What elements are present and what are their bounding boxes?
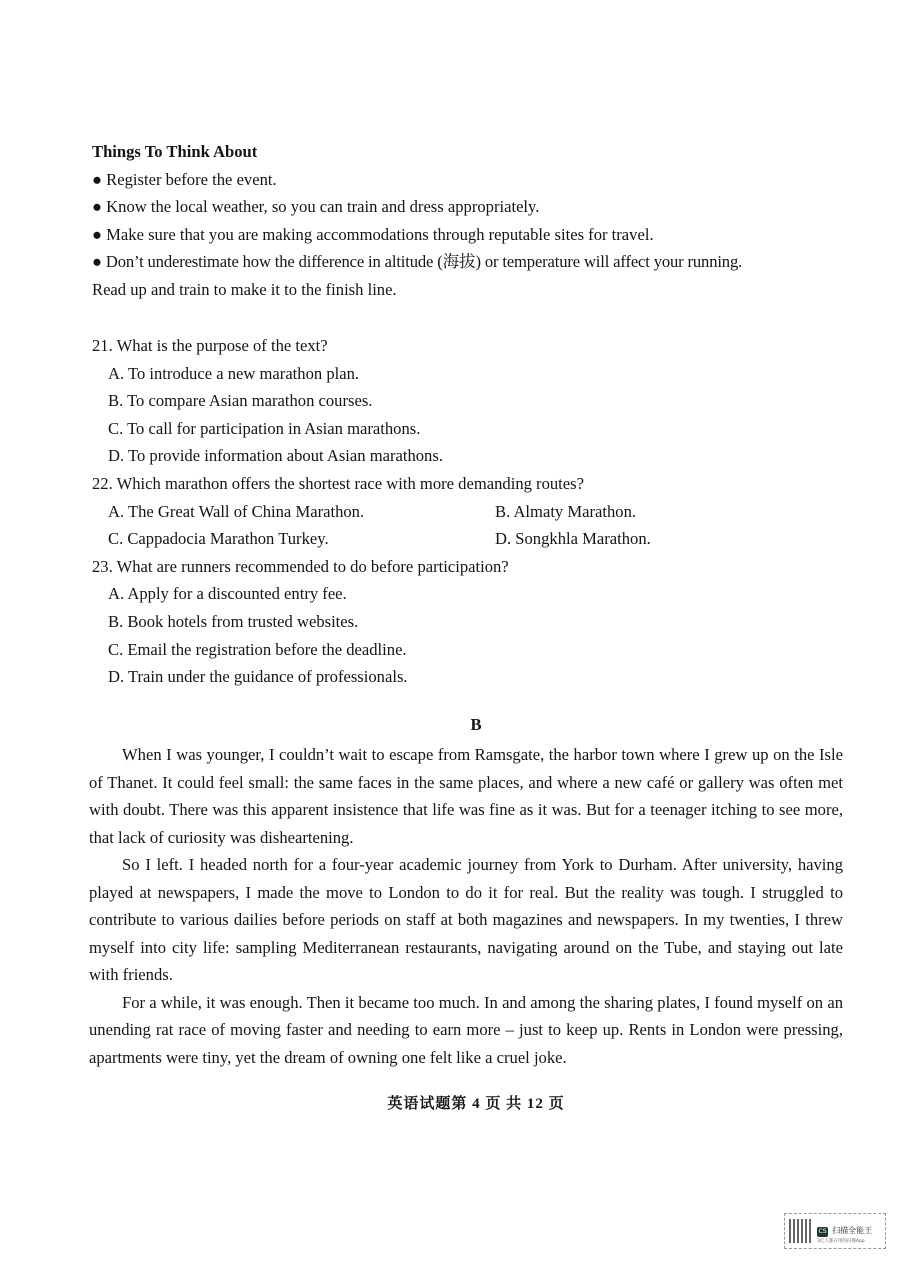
scanner-watermark bbox=[784, 1213, 886, 1249]
tip-item: ● Know the local weather, so you can train and dress appropriately. bbox=[92, 197, 540, 217]
section-b-passage bbox=[89, 741, 843, 1071]
qr-code-icon bbox=[789, 1219, 813, 1243]
question-22-options-row bbox=[92, 498, 844, 526]
question-23-option-b: B. Book hotels from trusted websites. bbox=[108, 611, 359, 631]
question-22-option-b: B. Almaty Marathon. bbox=[495, 501, 637, 521]
question-22-option-c: C. Cappadocia Marathon Turkey. bbox=[108, 529, 329, 549]
page-footer: 英语试题第 4 页 共 12 页 bbox=[387, 1096, 565, 1112]
question-21-option-b: B. To compare Asian marathon courses. bbox=[108, 391, 373, 411]
question-23-option-c: C. Email the registration before the deadline. bbox=[108, 639, 407, 659]
camscanner-logo-icon: CS bbox=[818, 1228, 827, 1235]
question-22-option-d: D. Songkhla Marathon. bbox=[495, 529, 651, 549]
passage-paragraph: When I was younger, I couldn’t wait to escape from Ramsgate, the harbor town where I grew up on the Isle of Thanet. It could feel small: the same faces in the same places, and where a new café or gallery was often met with doubt. There was this apparent insistence that life was fine as it was. But for a teenager itching to see more, that lack of curiosity was disheartening. bbox=[89, 745, 843, 847]
watermark-title: 扫描全能王 bbox=[832, 1226, 873, 1235]
section-b-label: B bbox=[470, 715, 482, 734]
passage-paragraph: For a while, it was enough. Then it became too much. In and among the sharing plates, I found myself on an unending rat race of moving faster and needing to earn more – just to keep up. Rents in London were pressing, apartments were tiny, yet the dream of owning one felt like a cruel joke. bbox=[89, 992, 843, 1067]
question-21-option-a: A. To introduce a new marathon plan. bbox=[108, 363, 360, 383]
tips-section bbox=[92, 138, 844, 304]
tips-heading: Things To Think About bbox=[92, 142, 258, 161]
tip-item: ● Don’t underestimate how the difference in altitude (海拔) or temperature will affect your running. bbox=[92, 252, 743, 272]
watermark-subtitle: 3亿人都在用的扫描App bbox=[817, 1239, 865, 1244]
question-22-stem: 22. Which marathon offers the shortest race with more demanding routes? bbox=[92, 473, 584, 493]
tip-continuation: Read up and train to make it to the finish line. bbox=[92, 279, 397, 299]
tip-item: ● Register before the event. bbox=[92, 169, 277, 189]
passage-paragraph: So I left. I headed north for a four-year academic journey from York to Durham. After university, having played at newspapers, I made the move to London to do it for real. But the reality was tough. I struggled to contribute to various dailies before periods on staff at both magazines and newspapers. In my twenties, I threw myself into city life: sampling Mediterranean restaurants, navigating around on the Tube, and staying out late with friends. bbox=[89, 855, 843, 984]
question-21-stem: 21. What is the purpose of the text? bbox=[92, 336, 328, 355]
question-23-option-a: A. Apply for a discounted entry fee. bbox=[108, 584, 347, 604]
question-23-stem: 23. What are runners recommended to do before participation? bbox=[92, 556, 509, 576]
questions-section bbox=[92, 332, 844, 691]
tip-item: ● Make sure that you are making accommodations through reputable sites for travel. bbox=[92, 224, 654, 244]
question-21-option-c: C. To call for participation in Asian marathons. bbox=[108, 418, 421, 438]
question-22-options-row bbox=[92, 525, 844, 553]
question-22-option-a: A. The Great Wall of China Marathon. bbox=[108, 501, 365, 521]
question-21-option-d: D. To provide information about Asian marathons. bbox=[108, 446, 443, 466]
question-23-option-d: D. Train under the guidance of professionals. bbox=[108, 667, 408, 687]
